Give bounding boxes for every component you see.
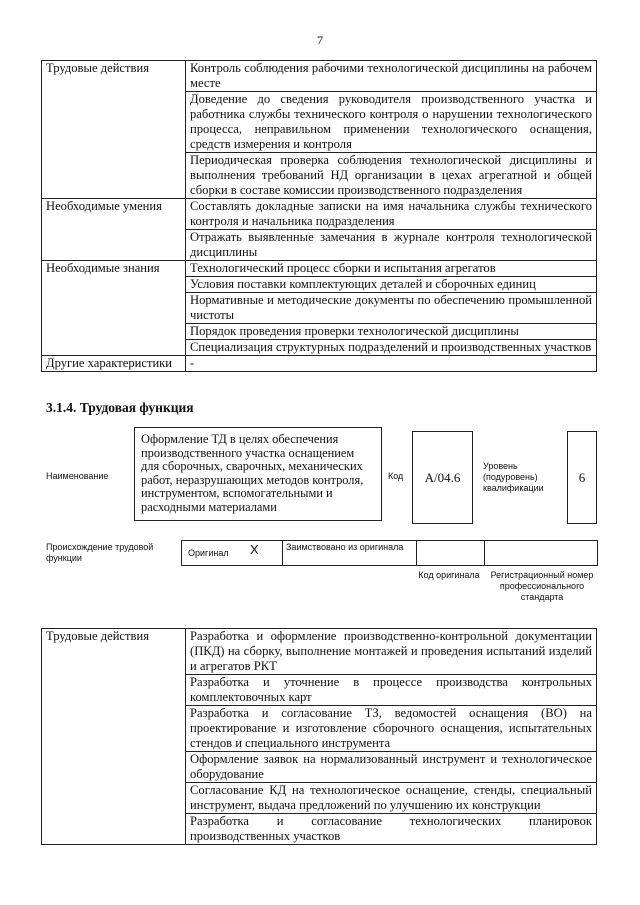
borrowed-cell: Заимствовано из оригинала [283, 541, 417, 565]
code-label: Код [388, 471, 404, 481]
row-item: - [186, 356, 597, 372]
row-item: Специализация структурных подразделений и производственных участков [186, 340, 597, 356]
row-label: Трудовые действия [42, 629, 186, 845]
row-item: Периодическая проверка соблюдения технологической дисциплины и выполнения требований НД организации в цехах агрегатной и общей сборки в составе комиссии производственного подразделения [186, 153, 597, 199]
row-label: Трудовые действия [42, 61, 186, 199]
original-mark: X [250, 542, 259, 557]
origin-box [181, 540, 598, 566]
row-item: Условия поставки комплектующих деталей и сборочных единиц [186, 277, 597, 293]
row-item: Технологический процесс сборки и испытания агрегатов [186, 261, 597, 277]
name-label: Наименование [46, 471, 109, 481]
row-item: Разработка и согласование ТЗ, ведомостей оснащения (ВО) на проектирование и изготовление сборочного оснащения, испытательных стендов и специального инструмента [186, 706, 597, 752]
section-title: 3.1.4. Трудовая функция [46, 400, 194, 415]
work-function-table-2 [41, 628, 597, 845]
original-cell [182, 541, 283, 565]
row-label: Другие характеристики [42, 356, 186, 372]
row-item: Составлять докладные записки на имя начальника службы технического контроля и начальника подразделения [186, 199, 597, 230]
table-row [42, 261, 597, 277]
qualification-level-box: 6 [567, 431, 597, 524]
qualification-level-label: Уровень (подуровень) квалификации [483, 461, 544, 493]
row-item: Разработка и уточнение в процессе производства контрольных комплектовочных карт [186, 675, 597, 706]
row-label: Необходимые знания [42, 261, 186, 356]
row-item: Отражать выявленные замечания в журнале контроля технологической дисциплины [186, 230, 597, 261]
table-row [42, 356, 597, 372]
row-item: Контроль соблюдения рабочими технологической дисциплины на рабочем месте [186, 61, 597, 92]
table-row [42, 199, 597, 230]
row-item: Согласование КД на технологическое оснащение, стенды, специальный инструмент, выдача предложений по улучшению их конструкции [186, 783, 597, 814]
table-row [42, 629, 597, 675]
function-name-box: Оформление ТД в целях обеспечения производственного участка оснащением для сборочных, сварочных, механических работ, неразрушающих методов контроля, инструментом, вспомогательными и расходными материалами [134, 427, 382, 521]
row-label: Необходимые умения [42, 199, 186, 261]
page-number: 7 [317, 33, 323, 47]
function-code-box: А/04.6 [412, 431, 473, 524]
code-original-label: Код оригинала [418, 570, 480, 580]
row-item: Разработка и оформление производственно-контрольной документации (ПКД) на сборку, выполнение монтажей и проведения испытаний изделий и агрегатов РКТ [186, 629, 597, 675]
origin-label: Происхождение трудовой функции [46, 542, 154, 563]
reg-number-cell [485, 541, 597, 565]
table-row [42, 61, 597, 92]
work-function-table-1 [41, 60, 597, 372]
row-item: Оформление заявок на нормализованный инструмент и технологическое оборудование [186, 752, 597, 783]
reg-number-label: Регистрационный номер профессионального стандарта [490, 570, 594, 602]
original-label: Оригинал [188, 548, 229, 558]
row-item: Порядок проведения проверки технологической дисциплины [186, 324, 597, 340]
original-code-cell [417, 541, 485, 565]
row-item: Доведение до сведения руководителя производственного участка и работника службы технического контроля о нарушении технологического процесса, неправильном применении технологического оснащения, средств измерения и контроля [186, 92, 597, 153]
row-item: Нормативные и методические документы по обеспечению промышленной чистоты [186, 293, 597, 324]
row-item: Разработка и согласование технологических планировок производственных участков [186, 814, 597, 845]
